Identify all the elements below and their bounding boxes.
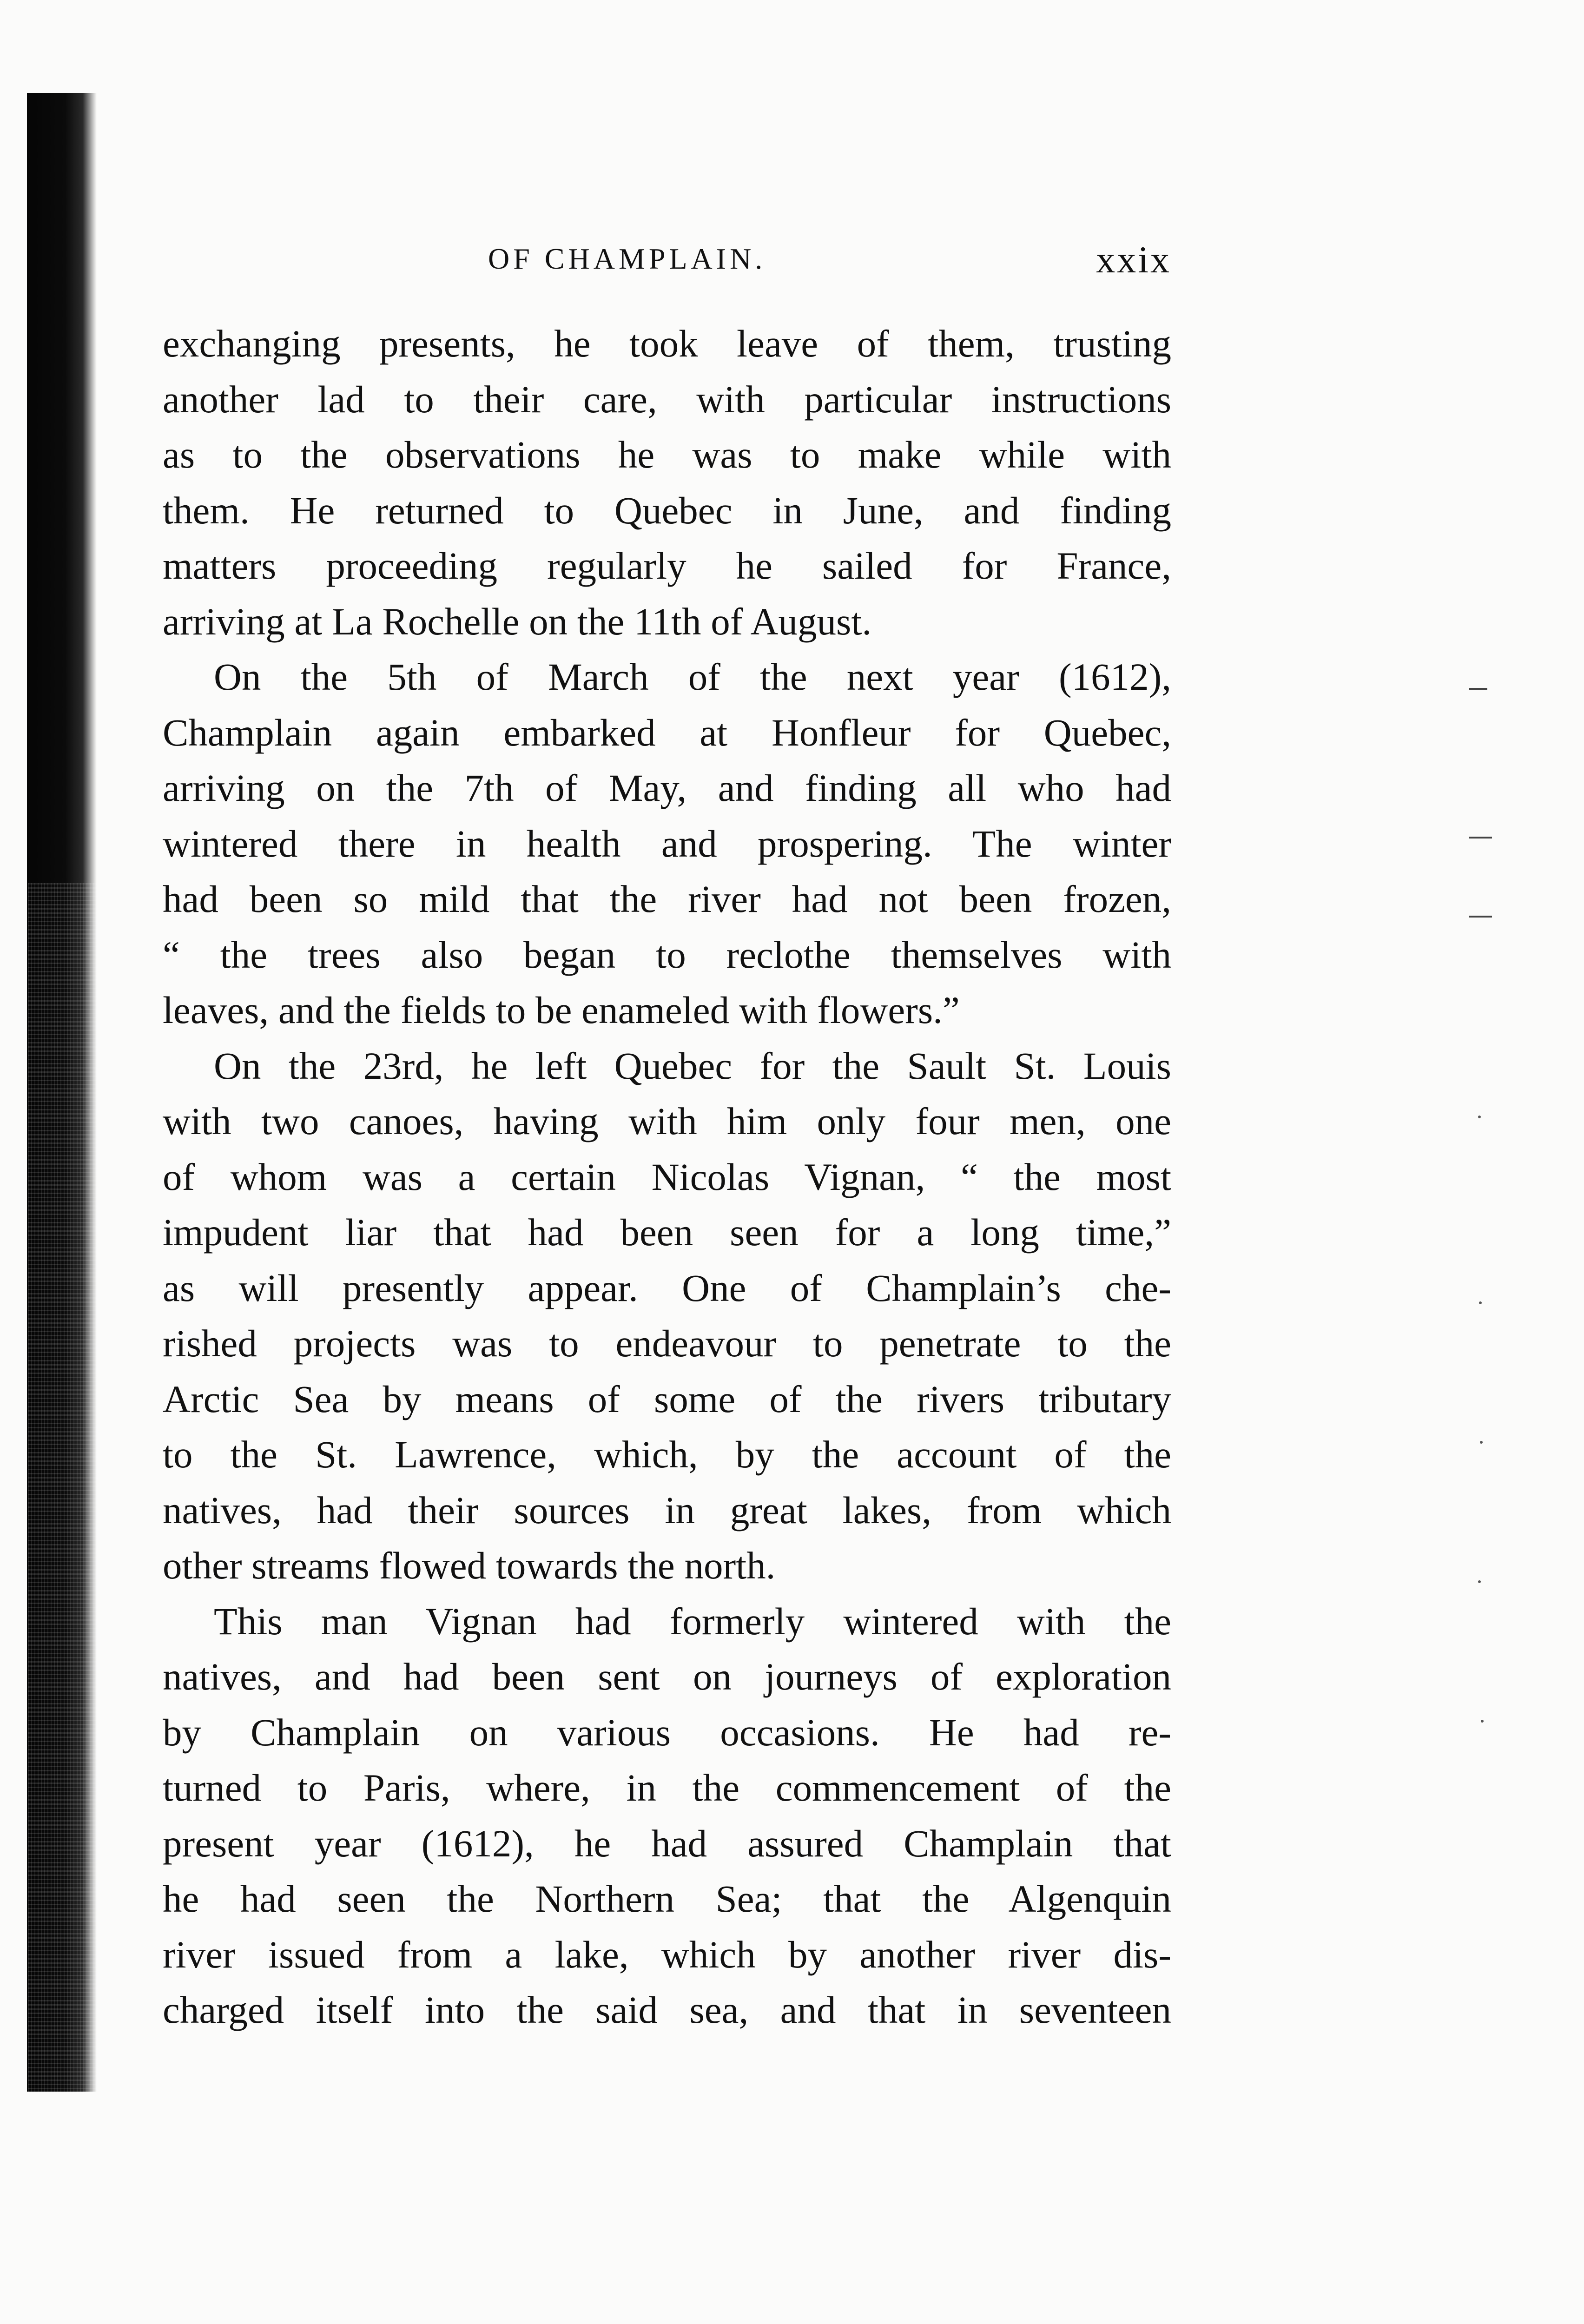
text-line: by Champlain on various occasions. He had re- — [163, 1710, 1171, 1754]
page-header — [163, 238, 1171, 297]
text-line: On the 5th of March of the next year (1612), — [214, 655, 1171, 698]
text-line: as will presently appear. One of Champlain’s che- — [163, 1266, 1171, 1309]
text-line: natives, had their sources in great lakes, from which — [163, 1488, 1171, 1532]
text-line: rished projects was to endeavour to penetrate to the — [163, 1322, 1171, 1365]
text-line: natives, and had been sent on journeys of exploration — [163, 1655, 1171, 1698]
text-line: “ the trees also began to reclothe themselves with — [163, 933, 1171, 976]
text-line: exchanging presents, he took leave of them, trusting — [163, 322, 1171, 365]
text-line: Arctic Sea by means of some of the rivers tributary — [163, 1377, 1171, 1420]
text-line: had been so mild that the river had not been frozen, — [163, 878, 1171, 920]
scan-mark — [1481, 1720, 1484, 1723]
scan-mark — [1478, 1580, 1481, 1583]
text-line: charged itself into the said sea, and that in seventeen — [163, 1988, 1171, 2031]
scan-mark — [1469, 837, 1492, 838]
text-line: Champlain again embarked at Honfleur for Quebec, — [163, 711, 1171, 754]
paragraph-3 — [163, 1038, 1171, 1594]
scan-mark — [1480, 1441, 1483, 1444]
text-line: them. He returned to Quebec in June, and finding — [163, 489, 1171, 532]
text-line: turned to Paris, where, in the commencement of the — [163, 1766, 1171, 1809]
scan-mark — [1478, 1116, 1481, 1118]
page-number: xxix — [1096, 238, 1171, 281]
scan-mark — [1469, 688, 1487, 690]
text-line: wintered there in health and prospering. The winter — [163, 822, 1171, 865]
text-line: leaves, and the fields to be enameled with flowers.” — [163, 989, 960, 1031]
text-line: This man Vignan had formerly wintered with the — [214, 1599, 1171, 1643]
text-line: he had seen the Northern Sea; that the Algenquin — [163, 1877, 1171, 1920]
paragraph-2 — [163, 649, 1171, 1038]
scan-mark — [1479, 1301, 1482, 1304]
running-head: OF CHAMPLAIN. — [488, 242, 766, 275]
text-line: arriving on the 7th of May, and finding all who had — [163, 766, 1171, 809]
text-line: arriving at La Rochelle on the 11th of August. — [163, 600, 872, 643]
text-line: other streams flowed towards the north. — [163, 1544, 776, 1587]
scan-artifacts — [1441, 651, 1534, 1859]
text-line: impudent liar that had been seen for a long time,” — [163, 1211, 1171, 1254]
scan-mark — [1469, 916, 1492, 918]
text-line: river issued from a lake, which by another river dis- — [163, 1933, 1171, 1976]
text-line: to the St. Lawrence, which, by the account of the — [163, 1433, 1171, 1476]
body-text — [163, 316, 1171, 2038]
paragraph-4 — [163, 1594, 1171, 2038]
text-line: with two canoes, having with him only four men, one — [163, 1100, 1171, 1142]
text-line: another lad to their care, with particular instructions — [163, 377, 1171, 421]
text-line: matters proceeding regularly he sailed for France, — [163, 544, 1171, 587]
text-line: On the 23rd, he left Quebec for the Sault St. Louis — [214, 1044, 1171, 1087]
text-line: as to the observations he was to make while with — [163, 433, 1171, 476]
text-line: present year (1612), he had assured Champlain that — [163, 1822, 1171, 1865]
paragraph-1 — [163, 316, 1171, 649]
binding-texture — [28, 883, 98, 2092]
text-line: of whom was a certain Nicolas Vignan, “ the most — [163, 1155, 1171, 1198]
